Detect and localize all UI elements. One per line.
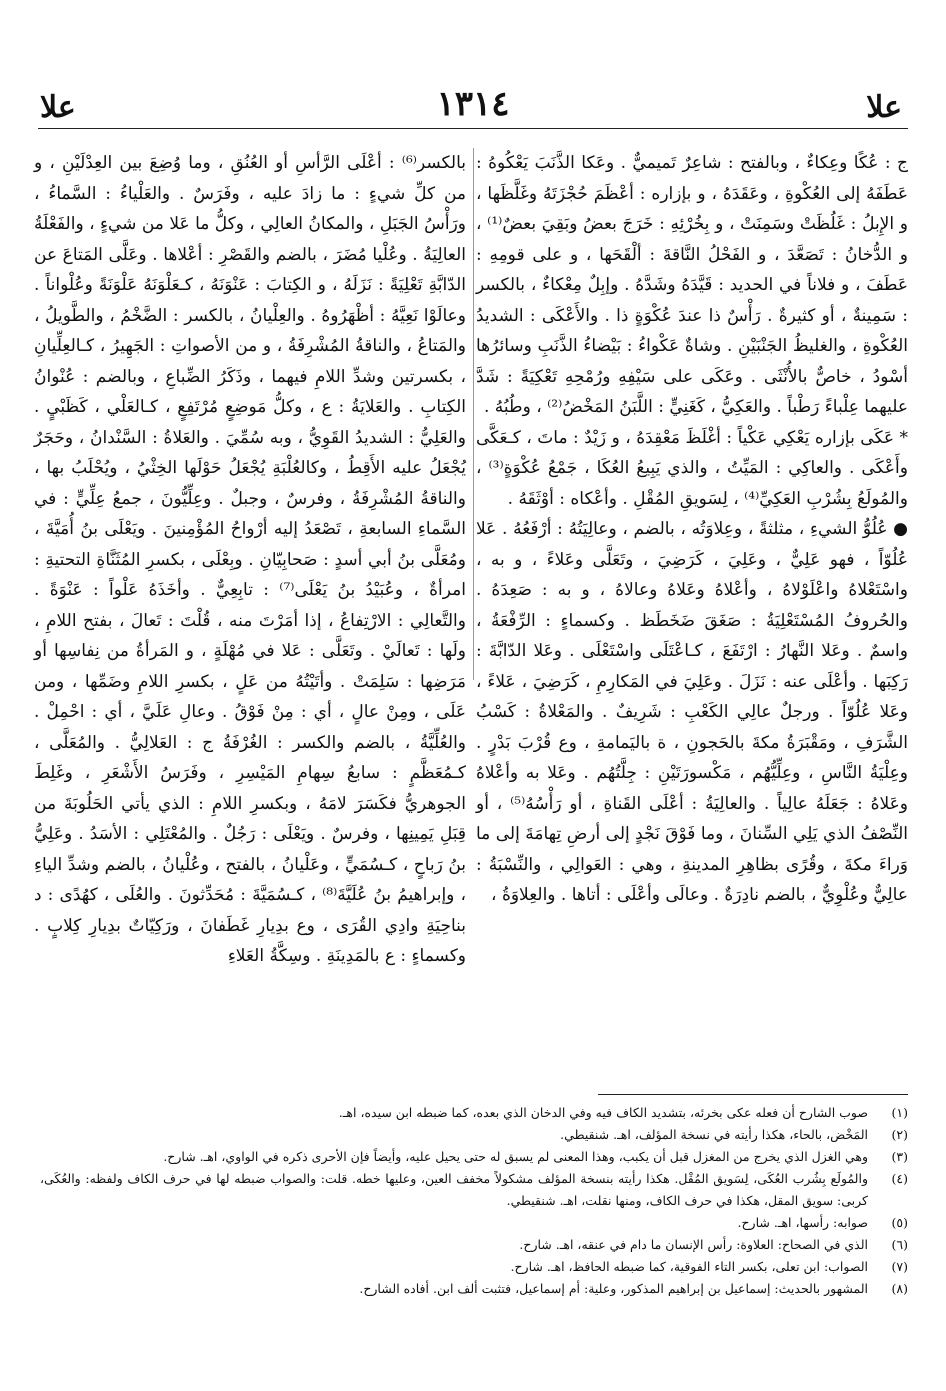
- paragraph: * عَكَى بإزاره يَعْكِي عَكْياً : أغْلَظَ مَعْقِدَهُ ، و زَيْدٌ : ماتَ ، كـعَكَّى وأَعْكَى . والعاكِي : المَيِّتُ ، والذي يَبِيعُ العُكَا ، جَمْعُ عُكْوَةٍ⁽³⁾ ، والمُولَعُ بِشُرْبِ العَكِيِّ⁽⁴⁾ ، لِسَويقِ المُقْلِ . وأعْكاه : أوْثَقَهُ .: [476, 427, 908, 509]
- footnote: [40, 1278, 908, 1300]
- footnote-number: (١): [891, 1105, 908, 1120]
- footnote-text: الصواب: ابن تعلى، بكسر التاء الفوقية، كما ضبطه الحافظ، اهـ. شارح.: [510, 1259, 868, 1274]
- footnote-text: صوابه: رأسها، اهـ. شارح.: [737, 1215, 868, 1230]
- footnotes: [40, 1102, 908, 1300]
- page-number: ١٣١٤: [436, 84, 510, 124]
- footnote-number: (٢): [891, 1127, 908, 1142]
- page-header: [38, 84, 908, 134]
- footnote-text: والمُولَع بِشُرب العُكَى، لِسَويق المُقْل. هكذا رأيته بنسخة المؤلف مشكولاً مخفف العين، وعليها خطه. قلت: والصواب ضبطه لها في حرف الكاف ولفظه: والعُكَى، كربى: سويق المقل، هكذا في حرف الكاف، ومنها نقلت، اهـ. شنقيطي.: [40, 1171, 868, 1208]
- footnote-number: (٤): [891, 1171, 908, 1186]
- paragraph: بالكسر⁽⁶⁾ : أعْلَى الرَّأسِ أو العُنُقِ ، وما وُضِعَ بين العِدْلَيْنِ ، و من كلِّ شيءٍ : ما زادَ عليه ، وفَرَسٌ . والعَلْياءُ : السَّماءُ ، ورَأْسُ الجَبَلِ ، والمكانُ العالِي ، وكلُّ ما عَلا من شيءٍ ، والفَعْلَةُ العالِيَةُ . وعُلْيا مُضَرَ ، بالضم والقَصْرِ : أعْلاها . وعَلَّى المَتاعَ عن الدّابَّةِ تَعْلِيَةً : نَزَلَهُ ، و الكِتابَ : عَنْوَنَهُ ، كـعَلْوَنَهُ عَلْوَنَةً وعُلْواناً . وعالَوْا نَعِيَّهُ : أظْهَرُوهُ . والعِلْيانُ ، بالكسر : الضَّخْمُ ، والطَّويلُ ، والمَتاعُ ، والناقةُ المُشْرِفَةُ ، و من الأصواتِ : الجَهِيرُ ، كـالعِلِّيانِ ، بكسرتين وشدِّ اللامِ فيهما ، وذَكَرُ الضِّباعِ ، وبالضم : عُنْوانُ الكِتابِ . والعَلايَةُ : ع ، وكلُّ مَوضِعٍ مُرْتَفِعٍ ، كـالعَلْي ، كَظَبْيٍ . والعَلِيُّ : الشديدُ القَوِيُّ ، وبه سُمِّيَ . والعَلاةُ : السَّنْدانُ ، وحَجَرٌ يُجْعَلُ عليه الأَقِطُ ، وكالعُلْبَةِ يُجْعَلُ حَوْلَها الخِثْيُ ، ويُحْلَبُ بها ، والناقةُ المُشْرِفَةُ ، وفرسٌ ، وجبلٌ . وعِلِّيُّونَ ، جمعُ عِلِّيٍّ : في السَّماءِ السابعةِ ، تَصْعَدُ إليه أرْواحُ المُؤْمِنينَ . ويَعْلَى بنُ أُمَيَّةَ ، ومُعَلَّى بنُ أبي أسدٍ : صَحابِيّانِ . وبِعْلَى ، بكسرِ المُثَنَّاةِ التحتيةِ : امرأةٌ ، وعُبَيْدُ بنُ يَعْلَى⁽⁷⁾ : تابِعِيٌّ . وأخَذَهُ عَلْواً : عَنْوَةً . والتَّعالِي : الارْتِفاعُ ، إذا أمَرْتَ منه ، قُلْتَ : تَعالَ ، بفتح اللامِ ، ولَها : تَعالَيْ . وتَعَلَّى : عَلا في مُهْلَةٍ ، و المَرأةُ من نِفاسِها أو مَرَضِها : سَلِمَتْ . وأتَيْتُهُ من عَلٍ ، بكسرِ اللامِ وضَمِّها ، ومن عَلَى ، ومِنْ عالٍ ، أي : مِنْ فَوْقُ . وعالِ عَلَيَّ ، أي : احْمِلْ . والعُلِّيَّةُ ، بالضم والكسر : الغُرْفَةُ ج : العَلالِيُّ . والمُعَلَّى ، كـمُعَظَّمٍ : سابعُ سِهامِ المَيْسِرِ ، وفَرَسُ الأَشْعَرِ ، وغَلِطَ الجوهريُّ فكَسَرَ لامَهُ ، وبكسرِ اللامِ : الذي يأتي الحَلُوبَةَ من قِبَلِ يَمِينِها ، وفرسٌ . ويَعْلَى : رَجُلٌ . والمُعْتَلِي : الأسَدُ . وعَلِيُّ بنُ رَباحٍ ، كـسُمَيٍّ ، وعَلْيانُ ، بالفتح ، وعُلْيانُ ، بالضم وشدِّ الياءِ ، وإبراهيمُ بنُ عُلَيَّةَ⁽⁸⁾ ، كـسُمَيَّةَ : مُحَدِّثونَ . والعُلَى ، كهُدًى : د بناحِيَةِ وادِي القُرَى ، وع بدِيارِ غَطَفانَ ، ورَكِيّاتٌ بدِيارِ كِلابٍ . وكسماءٍ : ع بالمَدِينَةِ . وسِكَّةُ العَلاءِ: [34, 153, 466, 966]
- footnote: [40, 1234, 908, 1256]
- footnote-rule: [598, 1094, 908, 1095]
- left-column: [34, 148, 466, 966]
- paragraph: ج : عُكًا وعِكاءٌ ، وبالفتح : شاعِرٌ تَميميٌّ . وعَكا الذَّنَبَ يَعْكُوهُ : عَطَفَهُ إلى العُكْوةِ ، وعَقَدَهُ ، و بإزاره : أعْظَمَ حُجْزَتَهُ وغَلَّظَها ، و الإِبلُ : غَلُظَتْ وسَمِنَتْ ، و بِخُرْئِهِ : خَرَجَ بعضُ وبَقِيَ بعضٌ⁽¹⁾ ، و الدُّخانُ : تَصَعَّدَ ، و الفَحْلُ النَّاقةَ : ألْقَحَها ، و على قومِهِ : عَطَفَ ، و فلاناً في الحديد : قَيَّدَهُ وشَدَّهُ . وإبِلٌ مِعْكاءٌ ، بالكسر : سَمِينةٌ ، أو كثيرةٌ . رَأْسٌ ذا عندَ عُكْوَةٍ ذا . والأَعْكَى : الشديدُ العُكْوةِ ، والغليظُ الجَنْبَيْنِ . وشاةٌ عَكْواءُ : بَيْضاءُ الذَّنَبِ وسائرُها أسْودُ ، خاصٌّ بالأُنْثَى . وعَكَى على سَيْفِهِ ورُمْحِهِ تَعْكِيَةً : شَدَّ عليهما عِلْباءً رَطْباً . والعَكِيُّ ، كَغَنِيٍّ : اللَّبَنُ المَخْضُ⁽²⁾ ، وطُبُهُ .: [476, 153, 908, 417]
- header-word-left: علا: [40, 90, 76, 125]
- footnote: [40, 1146, 908, 1168]
- footnote: [40, 1212, 908, 1234]
- footnote-number: (٣): [891, 1149, 908, 1164]
- footnote-text: المشهور بالحديث: إسماعيل بن إبراهيم المذكور، وعلية: أم إسماعيل، فتثبت ألف ابن. أفاده الشارح.: [359, 1281, 868, 1296]
- footnote-number: (٦): [891, 1237, 908, 1252]
- header-word-right: علا: [866, 90, 902, 125]
- footnote-text: المَخْض، بالحاء، هكذا رأيته في نسخة المؤلف، اهـ. شنقيطي.: [560, 1127, 868, 1142]
- footnote-text: الذي في الصحاح: العلاوة: رأس الإنسان ما دام في عنقه، اهـ. شارح.: [519, 1237, 868, 1252]
- footnote-text: صوب الشارح أن فعله عكى بخرئه، بتشديد الكاف فيه وفي الدخان الذي بعده، كما ضبطه ابن سيده، اهـ.: [338, 1105, 868, 1120]
- footnote-text: وهي الغزل الذي يخرج من المغزل قبل أن يكبب، وهذا المعنى لم يسبق له حتى يحيل عليه، وأيضاً فإن الأحرى ذكره في الواوي، اهـ. شارح.: [163, 1149, 868, 1164]
- footnote: [40, 1102, 908, 1124]
- header-rule: [38, 128, 908, 129]
- footnote: [40, 1124, 908, 1146]
- footnote: [40, 1256, 908, 1278]
- footnote-number: (٨): [891, 1281, 908, 1296]
- footnote-number: (٥): [891, 1215, 908, 1230]
- paragraph: ● عُلُوُّ الشيءِ ، مثلثةً ، وعِلاوَتُه ، بالضم ، وعالِيَتُهُ : أرْفَعُهُ . عَلا عُلُوّاً ، فهو عَلِيٌّ ، وعَلِيَ ، كَرَضِيَ ، وتَعَلَّى وعَلاءً ، و به ، واسْتَعْلاهُ واعْلَوْلاهُ ، وأعْلاهُ وعَلاهُ وعالاهُ ، و به : صَعِدَهُ . والحُروفُ المُسْتَعْلِيَةُ : صَغَقَ ضَخَطَظ . وكسماءٍ : الرِّفْعَةُ ، واسمٌ . وعَلا النَّهارُ : ارْتَفَعَ ، كـاعْتَلَى واسْتَعْلَى . وعَلا الدّابَّةَ : رَكِبَها . وأعْلَى عنه : نَزَلَ . وعَلِيَ في المَكارِمِ ، كَرَضِيَ ، عَلاءً ، وعَلا عُلُوّاً . ورجلٌ عالِي الكَعْبِ : شَرِيفٌ . والمَعْلاةُ : كَسْبُ الشَّرَفِ ، ومَقْبَرَةُ مكةَ بالحَجونِ ، ة باليَمامةِ ، وع قُرْبَ بَدْرٍ . وعِلْيَةُ النَّاسِ ، وعِلِّيُّهُم ، مَكْسورَتَيْنِ : جِلَّتُهُم . وعَلا به وأعْلاهُ وعَلاهُ : جَعَلَهُ عالِياً . والعالِيَةُ : أعْلَى القَناةِ ، أو رَأْسُهُ⁽⁵⁾ ، أو النِّصْفُ الذي يَلِي السِّنانَ ، وما فَوْقَ نَجْدٍ إلى أرضِ تِهامَةَ إلى ما وَراءَ مكةَ ، وقُرًى بظاهِرِ المدينةِ ، وهي : العَوالِي ، والنِّسْبَةُ : عالِيٌّ وعُلْوِيٌّ ، بالضم نادِرَةٌ . وعالَى وأعْلَى : أتاها . والعِلاوَةُ ،: [476, 519, 908, 905]
- right-column: [476, 148, 908, 905]
- footnote: [40, 1168, 908, 1212]
- footnote-number: (٧): [891, 1259, 908, 1274]
- column-divider: [473, 148, 474, 680]
